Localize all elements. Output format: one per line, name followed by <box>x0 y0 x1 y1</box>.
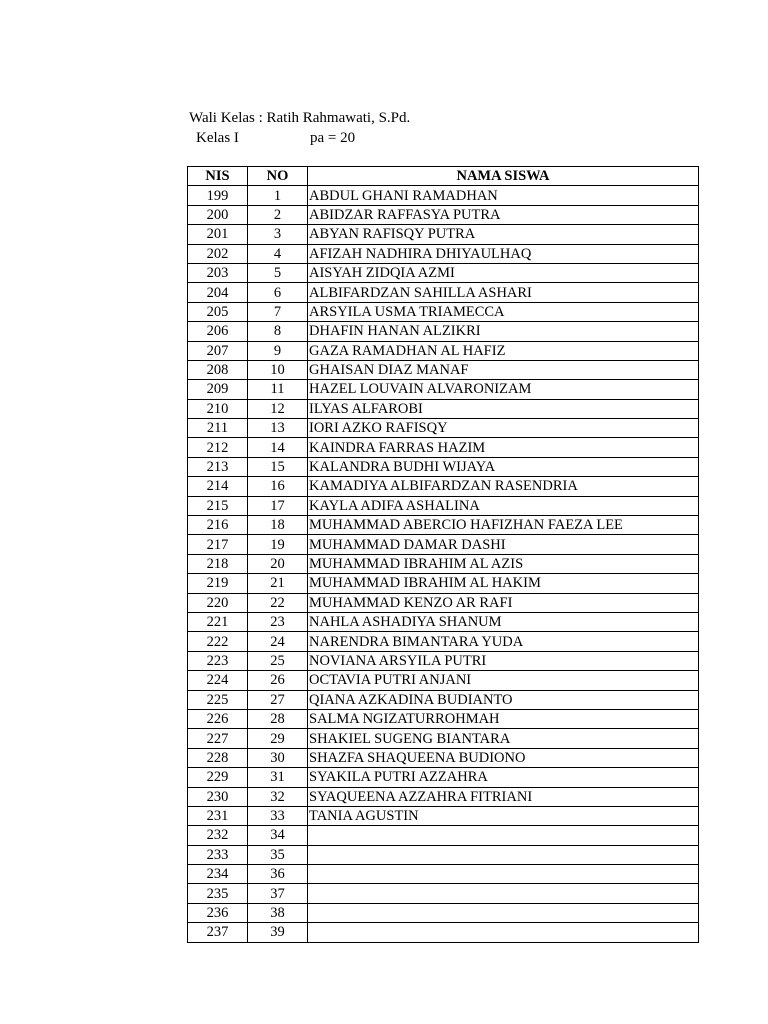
cell-no: 21 <box>248 574 308 593</box>
cell-nama-siswa: MUHAMMAD ABERCIO HAFIZHAN FAEZA LEE <box>308 516 699 535</box>
cell-no: 5 <box>248 263 308 282</box>
table-row <box>188 322 699 341</box>
table-row <box>188 787 699 806</box>
cell-nis: 211 <box>188 419 248 438</box>
cell-nama-siswa: SYAKILA PUTRI AZZAHRA <box>308 768 699 787</box>
kelas-text: Kelas I <box>196 130 239 146</box>
cell-nis: 237 <box>188 923 248 942</box>
cell-nis: 227 <box>188 729 248 748</box>
table-row <box>188 671 699 690</box>
cell-nis: 208 <box>188 360 248 379</box>
cell-nama-siswa: ABYAN RAFISQY PUTRA <box>308 225 699 244</box>
cell-nama-siswa: MUHAMMAD IBRAHIM AL AZIS <box>308 554 699 573</box>
cell-no: 10 <box>248 360 308 379</box>
cell-nis: 228 <box>188 748 248 767</box>
column-header-nama-siswa: NAMA SISWA <box>308 167 699 186</box>
cell-nama-siswa: KALANDRA BUDHI WIJAYA <box>308 457 699 476</box>
cell-nis: 201 <box>188 225 248 244</box>
cell-nama-siswa: KAMADIYA ALBIFARDZAN RASENDRIA <box>308 477 699 496</box>
cell-nama-siswa: SHAZFA SHAQUEENA BUDIONO <box>308 748 699 767</box>
cell-nis: 219 <box>188 574 248 593</box>
cell-nama-siswa <box>308 826 699 845</box>
cell-no: 14 <box>248 438 308 457</box>
table-row <box>188 457 699 476</box>
cell-nis: 214 <box>188 477 248 496</box>
table-row <box>188 244 699 263</box>
cell-nama-siswa: NAHLA ASHADIYA SHANUM <box>308 612 699 631</box>
cell-nis: 206 <box>188 322 248 341</box>
cell-nis: 200 <box>188 205 248 224</box>
cell-no: 37 <box>248 884 308 903</box>
cell-nama-siswa: GAZA RAMADHAN AL HAFIZ <box>308 341 699 360</box>
cell-no: 3 <box>248 225 308 244</box>
cell-no: 27 <box>248 690 308 709</box>
cell-nama-siswa: KAYLA ADIFA ASHALINA <box>308 496 699 515</box>
cell-no: 34 <box>248 826 308 845</box>
cell-nis: 234 <box>188 865 248 884</box>
cell-no: 7 <box>248 302 308 321</box>
column-header-no: NO <box>248 167 308 186</box>
cell-nama-siswa: AFIZAH NADHIRA DHIYAULHAQ <box>308 244 699 263</box>
cell-nis: 217 <box>188 535 248 554</box>
cell-no: 35 <box>248 845 308 864</box>
pa-text: pa = 20 <box>310 130 356 146</box>
cell-nis: 229 <box>188 768 248 787</box>
table-row <box>188 263 699 282</box>
cell-no: 9 <box>248 341 308 360</box>
cell-no: 25 <box>248 651 308 670</box>
cell-nis: 199 <box>188 186 248 205</box>
table-row <box>188 205 699 224</box>
cell-nama-siswa <box>308 923 699 942</box>
cell-nis: 205 <box>188 302 248 321</box>
cell-nama-siswa: MUHAMMAD IBRAHIM AL HAKIM <box>308 574 699 593</box>
cell-nama-siswa: OCTAVIA PUTRI ANJANI <box>308 671 699 690</box>
cell-nis: 231 <box>188 806 248 825</box>
cell-no: 20 <box>248 554 308 573</box>
table-row <box>188 341 699 360</box>
cell-no: 30 <box>248 748 308 767</box>
cell-nis: 232 <box>188 826 248 845</box>
cell-no: 1 <box>248 186 308 205</box>
table-row <box>188 651 699 670</box>
cell-nis: 212 <box>188 438 248 457</box>
table-row <box>188 709 699 728</box>
cell-no: 24 <box>248 632 308 651</box>
table-row <box>188 438 699 457</box>
column-header-nis: NIS <box>188 167 248 186</box>
table-row <box>188 690 699 709</box>
cell-no: 8 <box>248 322 308 341</box>
table-row <box>188 574 699 593</box>
cell-nama-siswa: SYAQUEENA AZZAHRA FITRIANI <box>308 787 699 806</box>
cell-nama-siswa: GHAISAN DIAZ MANAF <box>308 360 699 379</box>
cell-no: 32 <box>248 787 308 806</box>
table-row <box>188 903 699 922</box>
cell-no: 18 <box>248 516 308 535</box>
cell-no: 26 <box>248 671 308 690</box>
cell-nama-siswa: TANIA AGUSTIN <box>308 806 699 825</box>
cell-nama-siswa: SALMA NGIZATURROHMAH <box>308 709 699 728</box>
cell-nis: 218 <box>188 554 248 573</box>
cell-nama-siswa <box>308 884 699 903</box>
cell-no: 29 <box>248 729 308 748</box>
cell-nis: 215 <box>188 496 248 515</box>
cell-no: 4 <box>248 244 308 263</box>
table-row <box>188 477 699 496</box>
cell-nis: 203 <box>188 263 248 282</box>
cell-nis: 222 <box>188 632 248 651</box>
cell-nama-siswa <box>308 903 699 922</box>
table-row <box>188 612 699 631</box>
cell-no: 38 <box>248 903 308 922</box>
table-body <box>188 186 699 942</box>
cell-nis: 210 <box>188 399 248 418</box>
cell-no: 13 <box>248 419 308 438</box>
table-row <box>188 806 699 825</box>
cell-nama-siswa: QIANA AZKADINA BUDIANTO <box>308 690 699 709</box>
cell-no: 39 <box>248 923 308 942</box>
cell-nama-siswa: ALBIFARDZAN SAHILLA ASHARI <box>308 283 699 302</box>
cell-nis: 225 <box>188 690 248 709</box>
cell-no: 36 <box>248 865 308 884</box>
table-row <box>188 496 699 515</box>
cell-nis: 220 <box>188 593 248 612</box>
table-row <box>188 225 699 244</box>
cell-nis: 233 <box>188 845 248 864</box>
cell-no: 11 <box>248 380 308 399</box>
table-row <box>188 380 699 399</box>
table-row <box>188 554 699 573</box>
cell-nis: 235 <box>188 884 248 903</box>
cell-nama-siswa: HAZEL LOUVAIN ALVARONIZAM <box>308 380 699 399</box>
cell-no: 33 <box>248 806 308 825</box>
cell-nama-siswa: NOVIANA ARSYILA PUTRI <box>308 651 699 670</box>
cell-no: 28 <box>248 709 308 728</box>
cell-no: 2 <box>248 205 308 224</box>
table-row <box>188 865 699 884</box>
cell-no: 23 <box>248 612 308 631</box>
cell-no: 6 <box>248 283 308 302</box>
cell-nama-siswa: SHAKIEL SUGENG BIANTARA <box>308 729 699 748</box>
table-row <box>188 884 699 903</box>
cell-nis: 213 <box>188 457 248 476</box>
table-row <box>188 419 699 438</box>
cell-nama-siswa: MUHAMMAD KENZO AR RAFI <box>308 593 699 612</box>
table-row <box>188 748 699 767</box>
table-row <box>188 302 699 321</box>
table-row <box>188 186 699 205</box>
cell-nama-siswa: NARENDRA BIMANTARA YUDA <box>308 632 699 651</box>
cell-no: 15 <box>248 457 308 476</box>
cell-nis: 230 <box>188 787 248 806</box>
cell-nis: 221 <box>188 612 248 631</box>
cell-nama-siswa: IORI AZKO RAFISQY <box>308 419 699 438</box>
table-header-row <box>188 167 699 186</box>
table-row <box>188 729 699 748</box>
table-row <box>188 632 699 651</box>
table-row <box>188 593 699 612</box>
cell-nama-siswa: ABDUL GHANI RAMADHAN <box>308 186 699 205</box>
cell-nis: 202 <box>188 244 248 263</box>
cell-nama-siswa <box>308 865 699 884</box>
table-row <box>188 768 699 787</box>
cell-nama-siswa <box>308 845 699 864</box>
table-row <box>188 845 699 864</box>
cell-nis: 204 <box>188 283 248 302</box>
cell-nis: 216 <box>188 516 248 535</box>
cell-no: 17 <box>248 496 308 515</box>
cell-nama-siswa: MUHAMMAD DAMAR DASHI <box>308 535 699 554</box>
cell-no: 19 <box>248 535 308 554</box>
cell-nis: 236 <box>188 903 248 922</box>
cell-nama-siswa: AISYAH ZIDQIA AZMI <box>308 263 699 282</box>
cell-nis: 209 <box>188 380 248 399</box>
wali-kelas-text: Wali Kelas : Ratih Rahmawati, S.Pd. <box>189 110 411 126</box>
cell-nama-siswa: ABIDZAR RAFFASYA PUTRA <box>308 205 699 224</box>
table-row <box>188 516 699 535</box>
student-roster-table <box>187 166 699 943</box>
cell-no: 16 <box>248 477 308 496</box>
cell-no: 31 <box>248 768 308 787</box>
table-row <box>188 826 699 845</box>
table-row <box>188 399 699 418</box>
table-row <box>188 283 699 302</box>
cell-no: 12 <box>248 399 308 418</box>
cell-nama-siswa: ARSYILA USMA TRIAMECCA <box>308 302 699 321</box>
table-row <box>188 923 699 942</box>
table-row <box>188 535 699 554</box>
cell-nama-siswa: KAINDRA FARRAS HAZIM <box>308 438 699 457</box>
cell-nis: 207 <box>188 341 248 360</box>
table-row <box>188 360 699 379</box>
cell-no: 22 <box>248 593 308 612</box>
cell-nis: 224 <box>188 671 248 690</box>
cell-nama-siswa: ILYAS ALFAROBI <box>308 399 699 418</box>
cell-nis: 223 <box>188 651 248 670</box>
cell-nama-siswa: DHAFIN HANAN ALZIKRI <box>308 322 699 341</box>
cell-nis: 226 <box>188 709 248 728</box>
